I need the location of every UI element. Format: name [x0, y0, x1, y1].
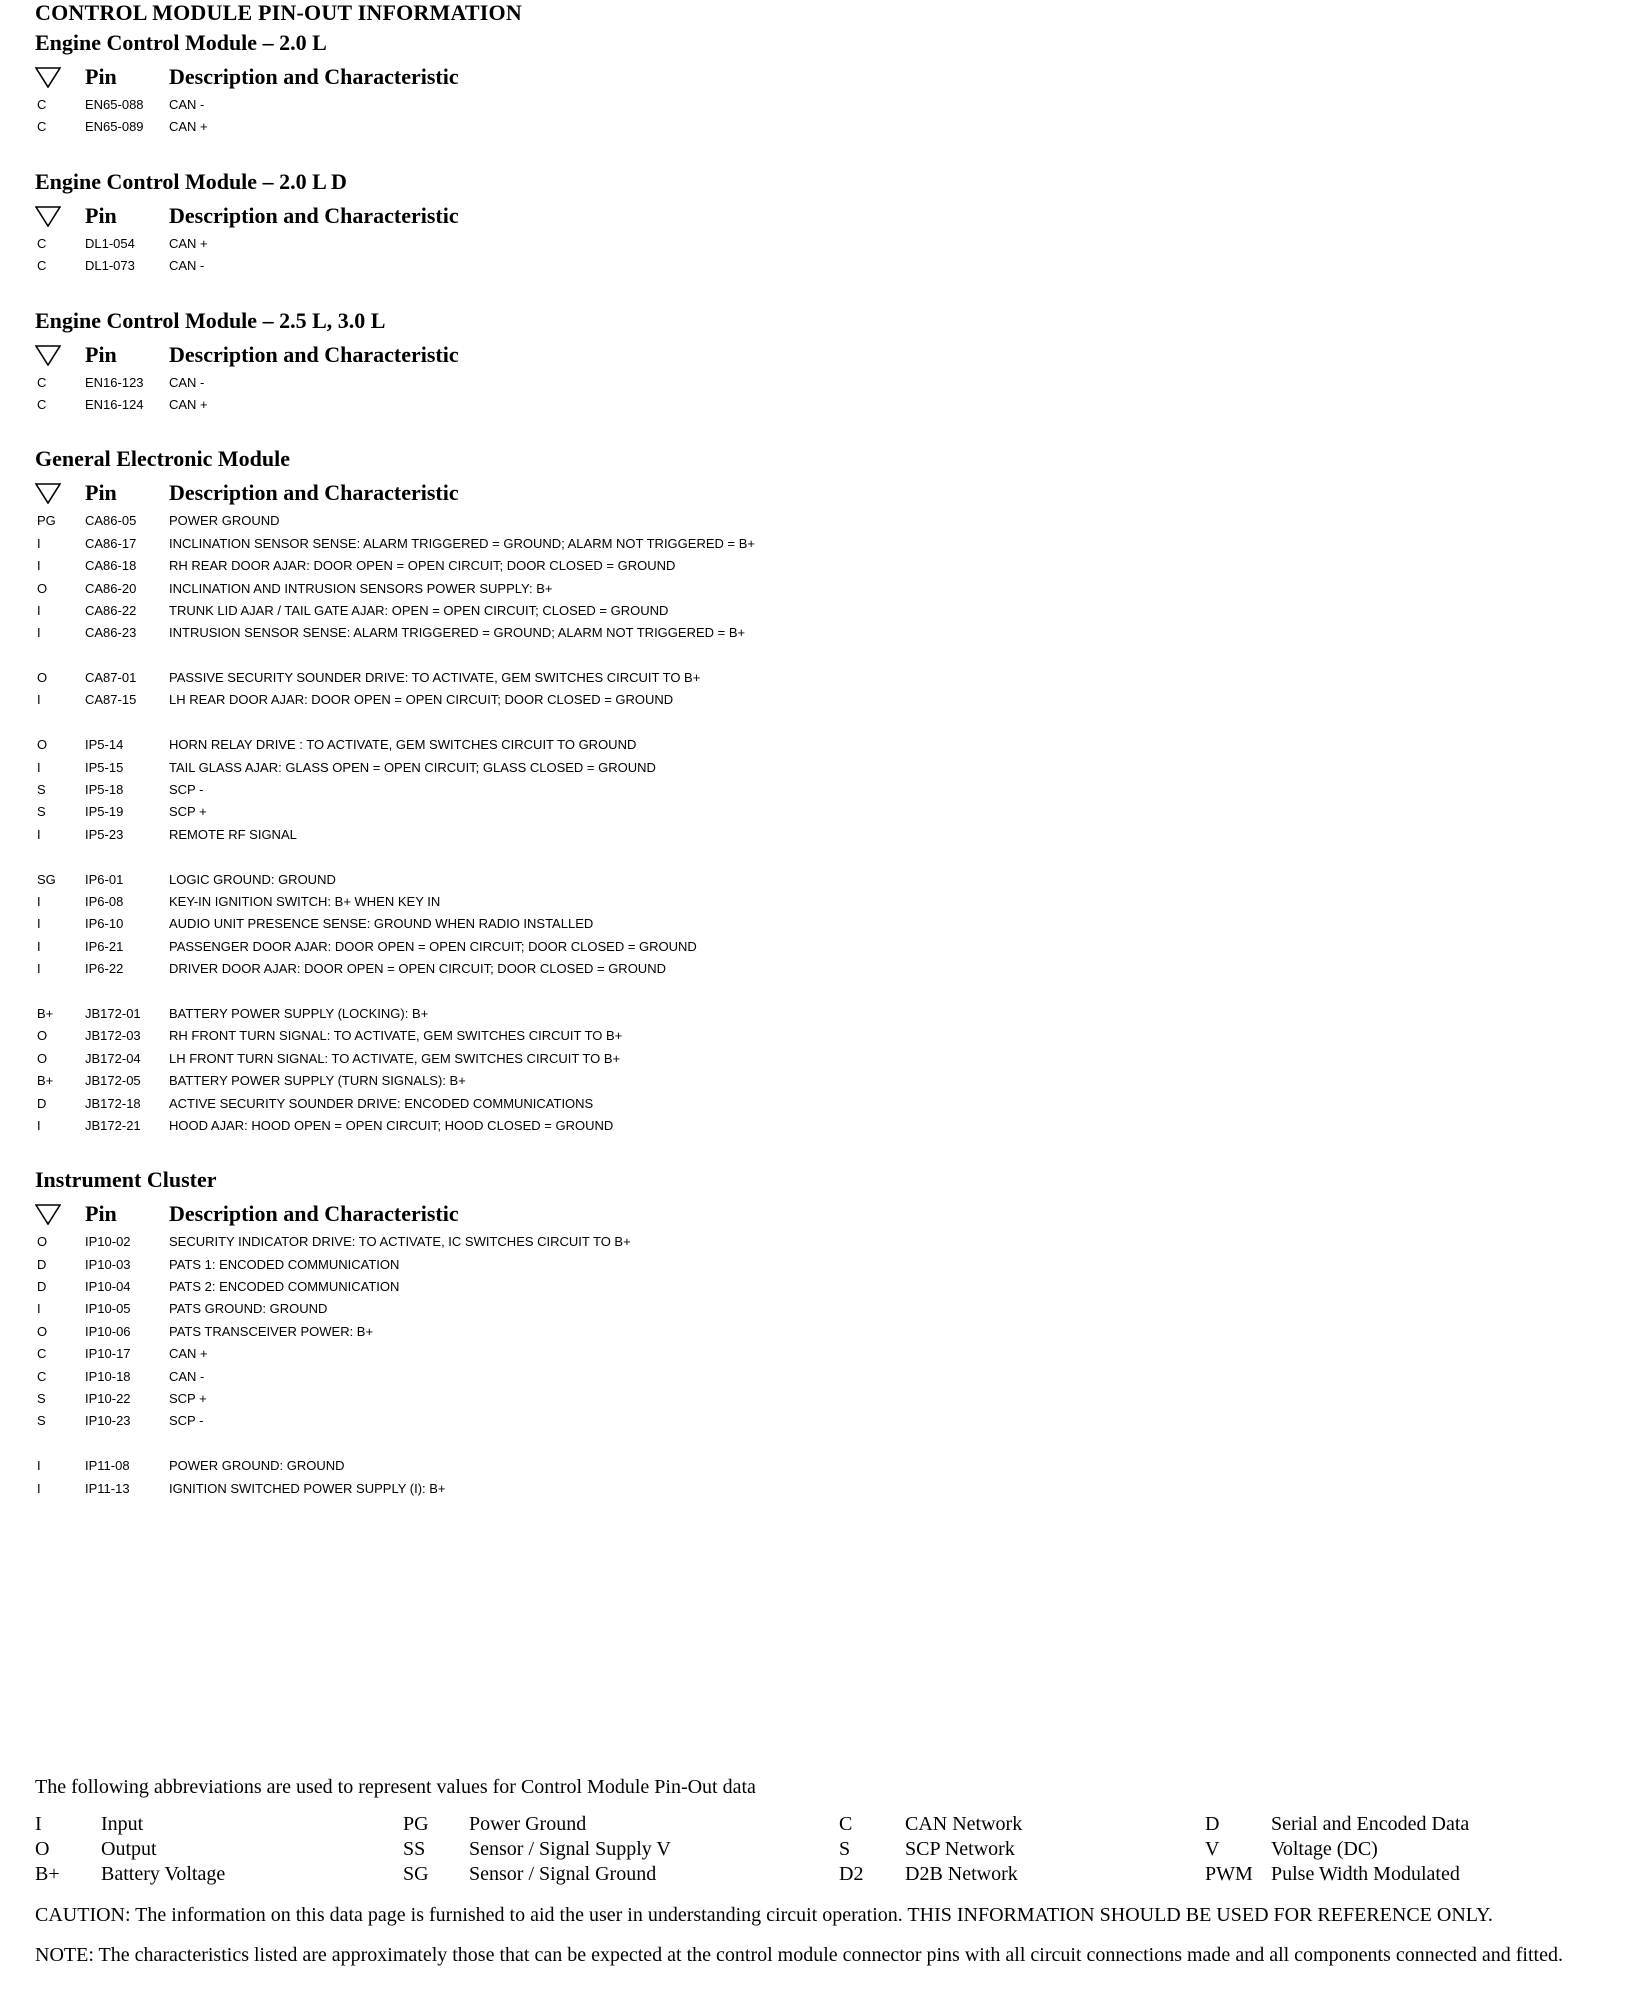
pin-type: C [37, 97, 47, 112]
pin-description: BATTERY POWER SUPPLY (LOCKING): B+ [169, 1005, 429, 1021]
table-row [35, 1254, 1625, 1276]
abbreviation-code: D [1205, 1813, 1220, 1835]
pin-description: CAN + [169, 1346, 208, 1362]
pin-type: O [37, 1050, 48, 1066]
pin-description: INCLINATION AND INTRUSION SENSORS POWER SUPPLY: B+ [169, 580, 553, 596]
pin-description: CAN - [169, 258, 205, 274]
table-row [35, 94, 1625, 116]
module-section [35, 304, 1625, 443]
table-header [35, 1197, 1625, 1231]
header-pin: Pin [85, 480, 117, 506]
pin-description: RH REAR DOOR AJAR: DOOR OPEN = OPEN CIRCUIT; DOOR CLOSED = GROUND [169, 558, 676, 574]
pin-type: I [37, 893, 41, 909]
pin-id: IP10-23 [85, 1413, 131, 1429]
table-row [35, 734, 1625, 756]
pin-description: PATS TRANSCEIVER POWER: B+ [169, 1323, 374, 1339]
pin-type: O [37, 1234, 48, 1250]
pin-type: I [37, 625, 41, 641]
abbreviation-code: PG [403, 1813, 429, 1835]
pin-type: C [37, 1346, 47, 1362]
table-row [35, 1388, 1625, 1410]
section-title: Instrument Cluster [35, 1167, 217, 1193]
pin-description: TRUNK LID AJAR / TAIL GATE AJAR: OPEN = OPEN CIRCUIT; CLOSED = GROUND [169, 602, 669, 618]
pinout-page [35, 0, 1625, 1500]
group-spacer [35, 645, 1625, 667]
header-pin: Pin [85, 64, 117, 89]
pin-id: IP5-14 [85, 737, 124, 753]
module-section [35, 26, 1625, 165]
table-row [35, 689, 1625, 711]
table-row [35, 1276, 1625, 1298]
pin-id: IP5-18 [85, 782, 124, 798]
pin-type: O [37, 1028, 48, 1044]
group-spacer [35, 846, 1625, 868]
pin-id: JB172-18 [85, 1095, 141, 1111]
table-row [35, 394, 1625, 416]
table-row [35, 824, 1625, 846]
table-row [35, 622, 1625, 644]
header-pin: Pin [85, 341, 117, 367]
pin-type: I [37, 826, 41, 842]
pin-description: PATS 1: ENCODED COMMUNICATION [169, 1256, 400, 1272]
pin-type: S [37, 1413, 46, 1429]
abbreviation-code: SS [403, 1838, 426, 1860]
group-spacer [35, 712, 1625, 734]
pin-id: JB172-05 [85, 1073, 141, 1089]
table-header [35, 338, 1625, 372]
pin-id: IP6-22 [85, 961, 124, 977]
pin-description: PASSIVE SECURITY SOUNDER DRIVE: TO ACTIVATE, GEM SWITCHES CIRCUIT TO B+ [169, 670, 701, 686]
pin-description: REMOTE RF SIGNAL [169, 826, 297, 842]
table-row [35, 891, 1625, 913]
pin-description: SECURITY INDICATOR DRIVE: TO ACTIVATE, IC SWITCHES CIRCUIT TO B+ [169, 1234, 631, 1250]
pin-description: LH REAR DOOR AJAR: DOOR OPEN = OPEN CIRCUIT; DOOR CLOSED = GROUND [169, 692, 674, 708]
abbreviation-meaning: Battery Voltage [101, 1863, 226, 1885]
abbreviations-intro: The following abbreviations are used to represent values for Control Module Pin-Out data [35, 1776, 756, 1798]
pin-description: AUDIO UNIT PRESENCE SENSE: GROUND WHEN RADIO INSTALLED [169, 916, 594, 932]
abbreviation-meaning: CAN Network [905, 1813, 1023, 1835]
table-row [35, 1343, 1625, 1365]
pin-description: LH FRONT TURN SIGNAL: TO ACTIVATE, GEM SWITCHES CIRCUIT TO B+ [169, 1050, 621, 1066]
pin-description: POWER GROUND: GROUND [169, 1458, 345, 1474]
pin-type: I [37, 961, 41, 977]
abbreviation-code: O [35, 1838, 50, 1860]
pin-type: I [37, 1301, 41, 1317]
pin-type: SG [37, 871, 56, 887]
abbreviation-meaning: D2B Network [905, 1863, 1018, 1885]
pin-description: KEY-IN IGNITION SWITCH: B+ WHEN KEY IN [169, 893, 441, 909]
pin-id: IP5-19 [85, 804, 124, 820]
pin-id: EN65-088 [85, 97, 144, 112]
abbreviation-code: C [839, 1813, 853, 1835]
module-section [35, 442, 1625, 1163]
pin-id: JB172-04 [85, 1050, 141, 1066]
pin-description: INCLINATION SENSOR SENSE: ALARM TRIGGERED = GROUND; ALARM NOT TRIGGERED = B+ [169, 535, 755, 551]
document-title: CONTROL MODULE PIN-OUT INFORMATION [35, 0, 522, 25]
table-row [35, 1093, 1625, 1115]
pin-type: O [37, 580, 48, 596]
table-header [35, 476, 1625, 510]
table-row [35, 510, 1625, 532]
pin-description: RH FRONT TURN SIGNAL: TO ACTIVATE, GEM SWITCHES CIRCUIT TO B+ [169, 1028, 623, 1044]
pin-id: DL1-054 [85, 235, 135, 251]
table-row [35, 600, 1625, 622]
pin-description: CAN + [169, 235, 208, 251]
pin-description: TAIL GLASS AJAR: GLASS OPEN = OPEN CIRCUIT; GLASS CLOSED = GROUND [169, 759, 656, 775]
pin-description: IGNITION SWITCHED POWER SUPPLY (I): B+ [169, 1480, 446, 1496]
triangle-down-icon [35, 66, 61, 88]
table-row [35, 958, 1625, 980]
pin-description: SCP + [169, 804, 207, 820]
pin-rows [35, 510, 1625, 1137]
table-row [35, 779, 1625, 801]
pin-description: CAN - [169, 374, 205, 390]
pin-rows [35, 233, 1625, 278]
table-row [35, 1478, 1625, 1500]
table-row [35, 1410, 1625, 1432]
pin-description: PASSENGER DOOR AJAR: DOOR OPEN = OPEN CIRCUIT; DOOR CLOSED = GROUND [169, 938, 697, 954]
abbreviation-meaning: Power Ground [469, 1813, 587, 1835]
abbreviation-meaning: Output [101, 1838, 157, 1860]
pin-type: I [37, 602, 41, 618]
table-row [35, 667, 1625, 689]
pin-type: B+ [37, 1073, 54, 1089]
header-description: Description and Characteristic [169, 202, 459, 228]
pin-id: JB172-03 [85, 1028, 141, 1044]
pin-type: I [37, 938, 41, 954]
pin-id: CA86-05 [85, 513, 137, 529]
table-row [35, 255, 1625, 277]
abbreviation-code: V [1205, 1838, 1220, 1860]
table-row [35, 1115, 1625, 1137]
module-section [35, 165, 1625, 304]
triangle-down-icon [35, 344, 61, 366]
pin-type: O [37, 737, 48, 753]
section-title: General Electronic Module [35, 446, 290, 472]
abbreviation-meaning: Input [101, 1813, 144, 1835]
pin-type: I [37, 1458, 41, 1474]
section-title: Engine Control Module – 2.5 L, 3.0 L [35, 307, 386, 333]
pin-type: I [37, 759, 41, 775]
pin-type: C [37, 374, 47, 390]
table-row [35, 913, 1625, 935]
header-triangle-cell [35, 344, 85, 366]
table-row [35, 1070, 1625, 1092]
section-spacer [35, 416, 1625, 442]
table-row [35, 869, 1625, 891]
table-header [35, 60, 1625, 94]
pin-id: IP6-01 [85, 871, 124, 887]
abbreviation-meaning: Pulse Width Modulated [1271, 1863, 1460, 1885]
table-row [35, 1455, 1625, 1477]
pin-id: JB172-21 [85, 1117, 141, 1133]
pin-description: SCP - [169, 1413, 204, 1429]
pin-type: S [37, 1391, 46, 1407]
group-spacer [35, 1433, 1625, 1455]
abbreviation-code: PWM [1205, 1863, 1253, 1885]
table-row [35, 1231, 1625, 1253]
table-row [35, 1025, 1625, 1047]
pin-description: PATS GROUND: GROUND [169, 1301, 328, 1317]
pin-description: PATS 2: ENCODED COMMUNICATION [169, 1279, 400, 1295]
pin-id: DL1-073 [85, 258, 135, 274]
pin-id: EN16-124 [85, 396, 144, 412]
pin-type: I [37, 535, 41, 551]
pin-type: I [37, 1117, 41, 1133]
pin-type: I [37, 558, 41, 574]
section-spacer [35, 278, 1625, 304]
header-pin: Pin [85, 1201, 117, 1227]
triangle-down-icon [35, 482, 61, 504]
pin-description: SCP + [169, 1391, 207, 1407]
abbreviation-code: S [839, 1838, 851, 1860]
section-title: Engine Control Module – 2.0 L [35, 30, 327, 55]
header-triangle-cell [35, 205, 85, 227]
table-row [35, 757, 1625, 779]
pin-id: IP6-21 [85, 938, 124, 954]
header-description: Description and Characteristic [169, 480, 459, 506]
pin-description: CAN - [169, 97, 205, 112]
table-row [35, 1298, 1625, 1320]
table-row [35, 372, 1625, 394]
table-row [35, 936, 1625, 958]
abbreviation-meaning: Serial and Encoded Data [1271, 1813, 1470, 1835]
section-title: Engine Control Module – 2.0 L D [35, 168, 347, 194]
pin-id: EN16-123 [85, 374, 144, 390]
header-triangle-cell [35, 66, 85, 88]
pin-id: IP5-23 [85, 826, 124, 842]
pin-id: CA86-23 [85, 625, 137, 641]
pin-id: CA86-22 [85, 602, 137, 618]
abbreviation-code: SG [403, 1863, 429, 1885]
pin-type: O [37, 670, 48, 686]
table-row [35, 1048, 1625, 1070]
pin-type: S [37, 782, 46, 798]
header-triangle-cell [35, 482, 85, 504]
pin-type: C [37, 396, 47, 412]
pin-id: IP5-15 [85, 759, 124, 775]
sections-container [35, 26, 1625, 1500]
pin-type: D [37, 1256, 47, 1272]
pin-type: C [37, 119, 47, 135]
abbreviation-code: I [35, 1813, 42, 1835]
pin-type: C [37, 1368, 47, 1384]
pin-id: IP10-03 [85, 1256, 131, 1272]
abbreviation-meaning: Voltage (DC) [1271, 1838, 1378, 1860]
note-text: NOTE: The characteristics listed are approximately those that can be expected at the control module connector pins with all circuit connections made and all components connected and fitted. [35, 1944, 1563, 1966]
table-row [35, 233, 1625, 255]
pin-description: DRIVER DOOR AJAR: DOOR OPEN = OPEN CIRCUIT; DOOR CLOSED = GROUND [169, 961, 666, 977]
abbreviation-meaning: Sensor / Signal Supply V [469, 1838, 671, 1860]
pin-description: INTRUSION SENSOR SENSE: ALARM TRIGGERED = GROUND; ALARM NOT TRIGGERED = B+ [169, 625, 746, 641]
pin-type: D [37, 1095, 47, 1111]
table-row [35, 1003, 1625, 1025]
pin-description: CAN + [169, 396, 208, 412]
abbreviation-meaning: SCP Network [905, 1838, 1015, 1860]
pin-id: IP6-10 [85, 916, 124, 932]
table-header [35, 199, 1625, 233]
pin-rows [35, 1231, 1625, 1500]
abbreviations-table [35, 1812, 1625, 1887]
pin-type: I [37, 1480, 41, 1496]
pin-id: CA86-18 [85, 558, 137, 574]
pin-id: CA87-15 [85, 692, 137, 708]
caution-text: CAUTION: The information on this data page is furnished to aid the user in understanding circuit operation. THIS INFORMATION SHOULD BE USED FOR REFERENCE ONLY. [35, 1904, 1493, 1926]
pin-id: EN65-089 [85, 119, 144, 135]
pin-id: CA86-17 [85, 535, 137, 551]
pin-rows [35, 94, 1625, 139]
pin-type: C [37, 235, 47, 251]
pin-id: IP10-02 [85, 1234, 131, 1250]
pin-type: B+ [37, 1005, 54, 1021]
pin-id: JB172-01 [85, 1005, 141, 1021]
abbreviation-code: B+ [35, 1863, 60, 1885]
pin-id: CA87-01 [85, 670, 137, 686]
pin-description: POWER GROUND [169, 513, 280, 529]
pin-id: IP6-08 [85, 893, 124, 909]
pin-type: C [37, 258, 47, 274]
pin-description: SCP - [169, 782, 204, 798]
pin-description: HOOD AJAR: HOOD OPEN = OPEN CIRCUIT; HOOD CLOSED = GROUND [169, 1117, 614, 1133]
pin-id: IP11-08 [85, 1458, 130, 1474]
pin-id: IP10-05 [85, 1301, 131, 1317]
pin-id: IP10-22 [85, 1391, 131, 1407]
pin-type: I [37, 692, 41, 708]
section-spacer [35, 139, 1625, 165]
pin-description: BATTERY POWER SUPPLY (TURN SIGNALS): B+ [169, 1073, 466, 1089]
header-triangle-cell [35, 1203, 85, 1225]
abbreviation-meaning: Sensor / Signal Ground [469, 1863, 657, 1885]
triangle-down-icon [35, 205, 61, 227]
pin-id: IP10-04 [85, 1279, 131, 1295]
header-description: Description and Characteristic [169, 64, 459, 89]
pin-type: PG [37, 513, 56, 529]
table-row [35, 1366, 1625, 1388]
pin-description: CAN + [169, 119, 208, 135]
header-description: Description and Characteristic [169, 341, 459, 367]
pin-id: IP11-13 [85, 1480, 130, 1496]
pin-type: S [37, 804, 46, 820]
pin-type: D [37, 1279, 47, 1295]
table-row [35, 555, 1625, 577]
table-row [35, 578, 1625, 600]
header-description: Description and Characteristic [169, 1201, 459, 1227]
pin-description: HORN RELAY DRIVE : TO ACTIVATE, GEM SWITCHES CIRCUIT TO GROUND [169, 737, 637, 753]
pin-id: IP10-18 [85, 1368, 131, 1384]
footer [35, 1772, 1625, 1968]
pin-rows [35, 372, 1625, 417]
pin-id: IP10-06 [85, 1323, 131, 1339]
pin-id: IP10-17 [85, 1346, 131, 1362]
header-pin: Pin [85, 202, 117, 228]
pin-id: CA86-20 [85, 580, 137, 596]
section-spacer [35, 1137, 1625, 1163]
pin-description: CAN - [169, 1368, 205, 1384]
table-row [35, 116, 1625, 138]
pin-description: LOGIC GROUND: GROUND [169, 871, 336, 887]
table-row [35, 801, 1625, 823]
group-spacer [35, 981, 1625, 1003]
triangle-down-icon [35, 1203, 61, 1225]
pin-type: O [37, 1323, 48, 1339]
table-row [35, 1321, 1625, 1343]
table-row [35, 533, 1625, 555]
pin-description: ACTIVE SECURITY SOUNDER DRIVE: ENCODED COMMUNICATIONS [169, 1095, 594, 1111]
module-section [35, 1163, 1625, 1500]
pin-type: I [37, 916, 41, 932]
abbreviation-code: D2 [839, 1863, 864, 1885]
